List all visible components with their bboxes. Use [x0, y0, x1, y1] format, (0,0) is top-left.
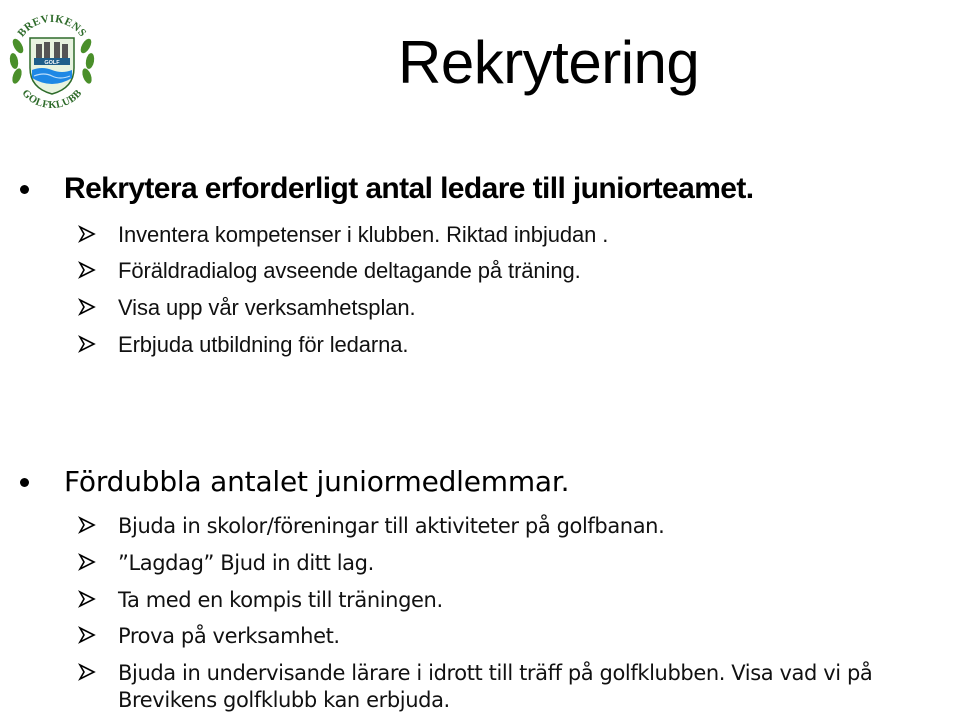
slide-title: Rekrytering	[398, 29, 700, 96]
list-item	[118, 661, 872, 685]
list-item-text: Föräldradialog avseende deltagande på träning.	[118, 258, 581, 283]
arrow-bullet-icon	[78, 261, 96, 279]
list-item	[118, 295, 416, 321]
list-item	[118, 551, 374, 575]
svg-text:BREVIKENS	[15, 13, 88, 39]
arrow-bullet-icon	[78, 225, 96, 243]
logo-bottom-text: GOLFKLUBB	[19, 87, 85, 112]
list-item-text: Inventera kompetenser i klubben. Riktad inbjudan .	[118, 222, 609, 247]
bullet-dot-icon	[20, 185, 29, 194]
list-item-text: ”Lagdag” Bjud in ditt lag.	[118, 551, 374, 575]
arrow-bullet-icon	[78, 335, 96, 353]
list-item	[118, 514, 664, 538]
list-item-text: Bjuda in undervisande lärare i idrott till träff på golfklubben. Visa vad vi på	[118, 661, 873, 685]
logo-banner-text: GOLF	[44, 60, 60, 66]
arrow-bullet-icon	[78, 590, 96, 608]
list-item-text: Prova på verksamhet.	[118, 624, 340, 648]
list-item-text: Visa upp vår verksamhetsplan.	[118, 295, 416, 320]
arrow-bullet-icon	[78, 298, 96, 316]
section-heading-text: Fördubbla antalet juniormedlemmar.	[64, 465, 570, 498]
list-item-text: Ta med en kompis till träningen.	[118, 588, 443, 612]
arrow-bullet-icon	[78, 553, 96, 571]
logo-arc-text: BREVIKENS	[15, 12, 89, 40]
list-item	[118, 258, 581, 284]
section-heading	[64, 172, 754, 206]
bullet-dot-icon	[20, 478, 29, 487]
arrow-bullet-icon	[78, 516, 96, 534]
list-item-text: Erbjuda utbildning för ledarna.	[118, 332, 409, 357]
arrow-bullet-icon	[78, 663, 96, 681]
list-item	[118, 222, 608, 248]
section-heading-text: Rekrytera erforderligt antal ledare till juniorteamet.	[64, 172, 754, 205]
list-item-text: Bjuda in skolor/föreningar till aktiviteter på golfbanan.	[118, 514, 665, 538]
list-item	[118, 332, 408, 358]
section-heading	[64, 465, 569, 498]
arrow-bullet-icon	[78, 626, 96, 644]
list-item	[118, 588, 443, 612]
list-item	[118, 624, 340, 648]
list-item-continuation: Brevikens golfklubb kan erbjuda.	[118, 688, 450, 712]
club-logo	[2, 6, 102, 114]
